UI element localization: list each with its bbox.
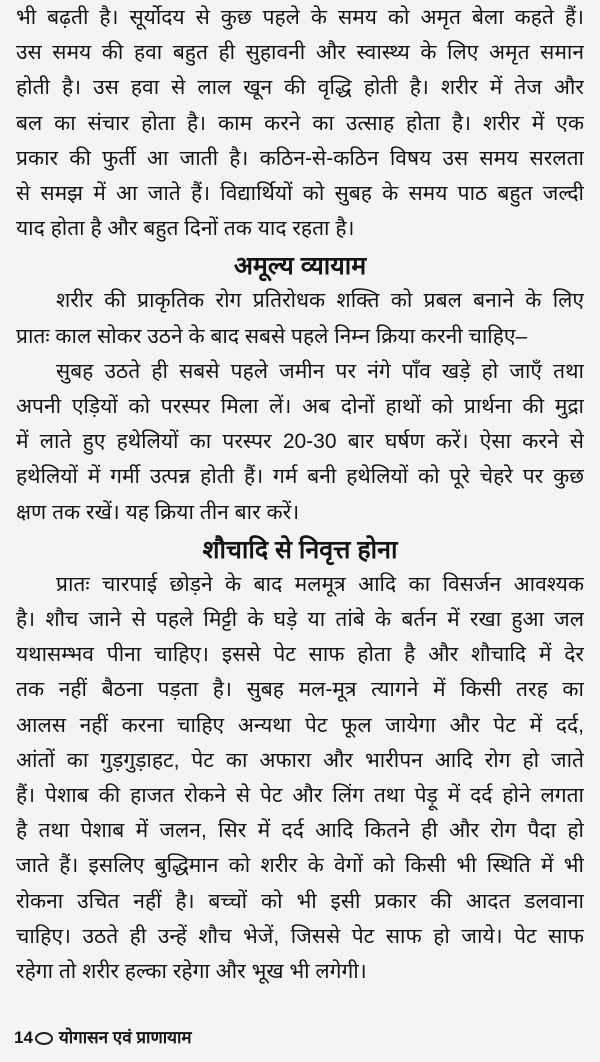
page-footer bbox=[14, 1026, 192, 1050]
text-line: प्रातः चारपाई छोड़ने के बाद मलमूत्र आदि का विसर्जन आवश्यक bbox=[56, 573, 584, 596]
text-line: अपनी एड़ियों को परस्पर मिला लें। अब दोनों हाथों को प्रार्थना की मुद्रा bbox=[16, 395, 584, 418]
text-line: क्षण तक रखें। यह क्रिया तीन बार करें। bbox=[16, 501, 300, 524]
text-line: प्रातः काल सोकर उठने के बाद सबसे पहले निम्न क्रिया करनी चाहिए– bbox=[16, 325, 528, 348]
text-line: प्रकार की फुर्ती आ जाती है। कठिन-से-कठिन विषय उस समय सरलता bbox=[16, 147, 584, 170]
text-line: से समझ में आ जाते हैं। विद्यार्थियों को सुबह के समय पाठ बहुत जल्दी bbox=[16, 182, 584, 205]
section-heading: शौचादि से निवृत्त होना bbox=[202, 535, 398, 564]
page-number: 14 bbox=[14, 1028, 33, 1047]
text-line: चाहिए। उठते ही उन्हें शौच भेजें, जिससे पेट साफ हो जाये। पेट साफ bbox=[16, 925, 584, 948]
text-line: रहेगा तो शरीर हल्का रहेगा और भूख भी लगेगी। bbox=[16, 960, 367, 983]
leaf-bullet-icon bbox=[35, 1032, 53, 1045]
section-heading: अमूल्य व्यायाम bbox=[233, 252, 367, 281]
text-line: याद होता है और बहुत दिनों तक याद रहता है। bbox=[16, 217, 355, 240]
text-line: उस समय की हवा बहुत ही सुहावनी और स्वास्थ्य के लिए अमृत समान bbox=[16, 41, 584, 64]
text-line: भी बढ़ती है। सूर्योदय से कुछ पहले के समय को अमृत बेला कहते हैं। bbox=[16, 6, 584, 29]
text-line: सुबह उठते ही सबसे पहले जमीन पर नंगे पाँव खड़े हो जाएँ तथा bbox=[56, 360, 584, 383]
text-line: हथेलियों में गर्मी उत्पन्न होती हैं। गर्म बनी हथेलियों को पूरे चेहरे पर कुछ bbox=[16, 465, 584, 488]
text-line: में लाते हुए हथेलियों का परस्पर 20-30 बार घर्षण करें। ऐसा करने से bbox=[16, 430, 584, 453]
book-title: योगासन एवं प्राणायाम bbox=[58, 1028, 192, 1047]
text-line: जाते हैं। इसलिए बुद्धिमान को शरीर के वेगों को किसी भी स्थिति में भी bbox=[16, 854, 584, 877]
text-line: रोकना उचित नहीं है। बच्चों को भी इसी प्रकार की आदत डलवाना bbox=[16, 890, 584, 913]
text-line: शरीर की प्राकृतिक रोग प्रतिरोधक शक्ति को प्रबल बनाने के लिए bbox=[56, 289, 584, 312]
text-line: यथासम्भव पीना चाहिए। इससे पेट साफ होता है और शौचादि में देर bbox=[16, 643, 584, 666]
text-line: है। शौच जाने से पहले मिट्टी के घड़े या तांबे के बर्तन में रखा हुआ जल bbox=[16, 608, 584, 631]
text-line: होती है। उस हवा से लाल खून की वृद्धि होती है। शरीर में तेज और bbox=[16, 76, 584, 99]
text-line: तक नहीं बैठना पड़ता है। सुबह मल-मूत्र त्यागने में किसी तरह का bbox=[16, 678, 584, 701]
text-line: हैं। पेशाब की हाजत रोकने से पेट और लिंग तथा पेड़ू में दर्द होने लगता bbox=[16, 784, 584, 807]
text-line: है तथा पेशाब में जलन, सिर में दर्द आदि कितने ही और रोग पैदा हो bbox=[16, 819, 584, 842]
text-line: आलस नहीं करना चाहिए अन्यथा पेट फूल जायेगा और पेट में दर्द, bbox=[16, 714, 584, 737]
text-line: बल का संचार होता है। काम करने का उत्साह होता है। शरीर में एक bbox=[16, 112, 584, 135]
text-line: आंतों का गुड़गुड़ाहट, पेट का अफारा और भारीपन आदि रोग हो जाते bbox=[16, 749, 584, 772]
